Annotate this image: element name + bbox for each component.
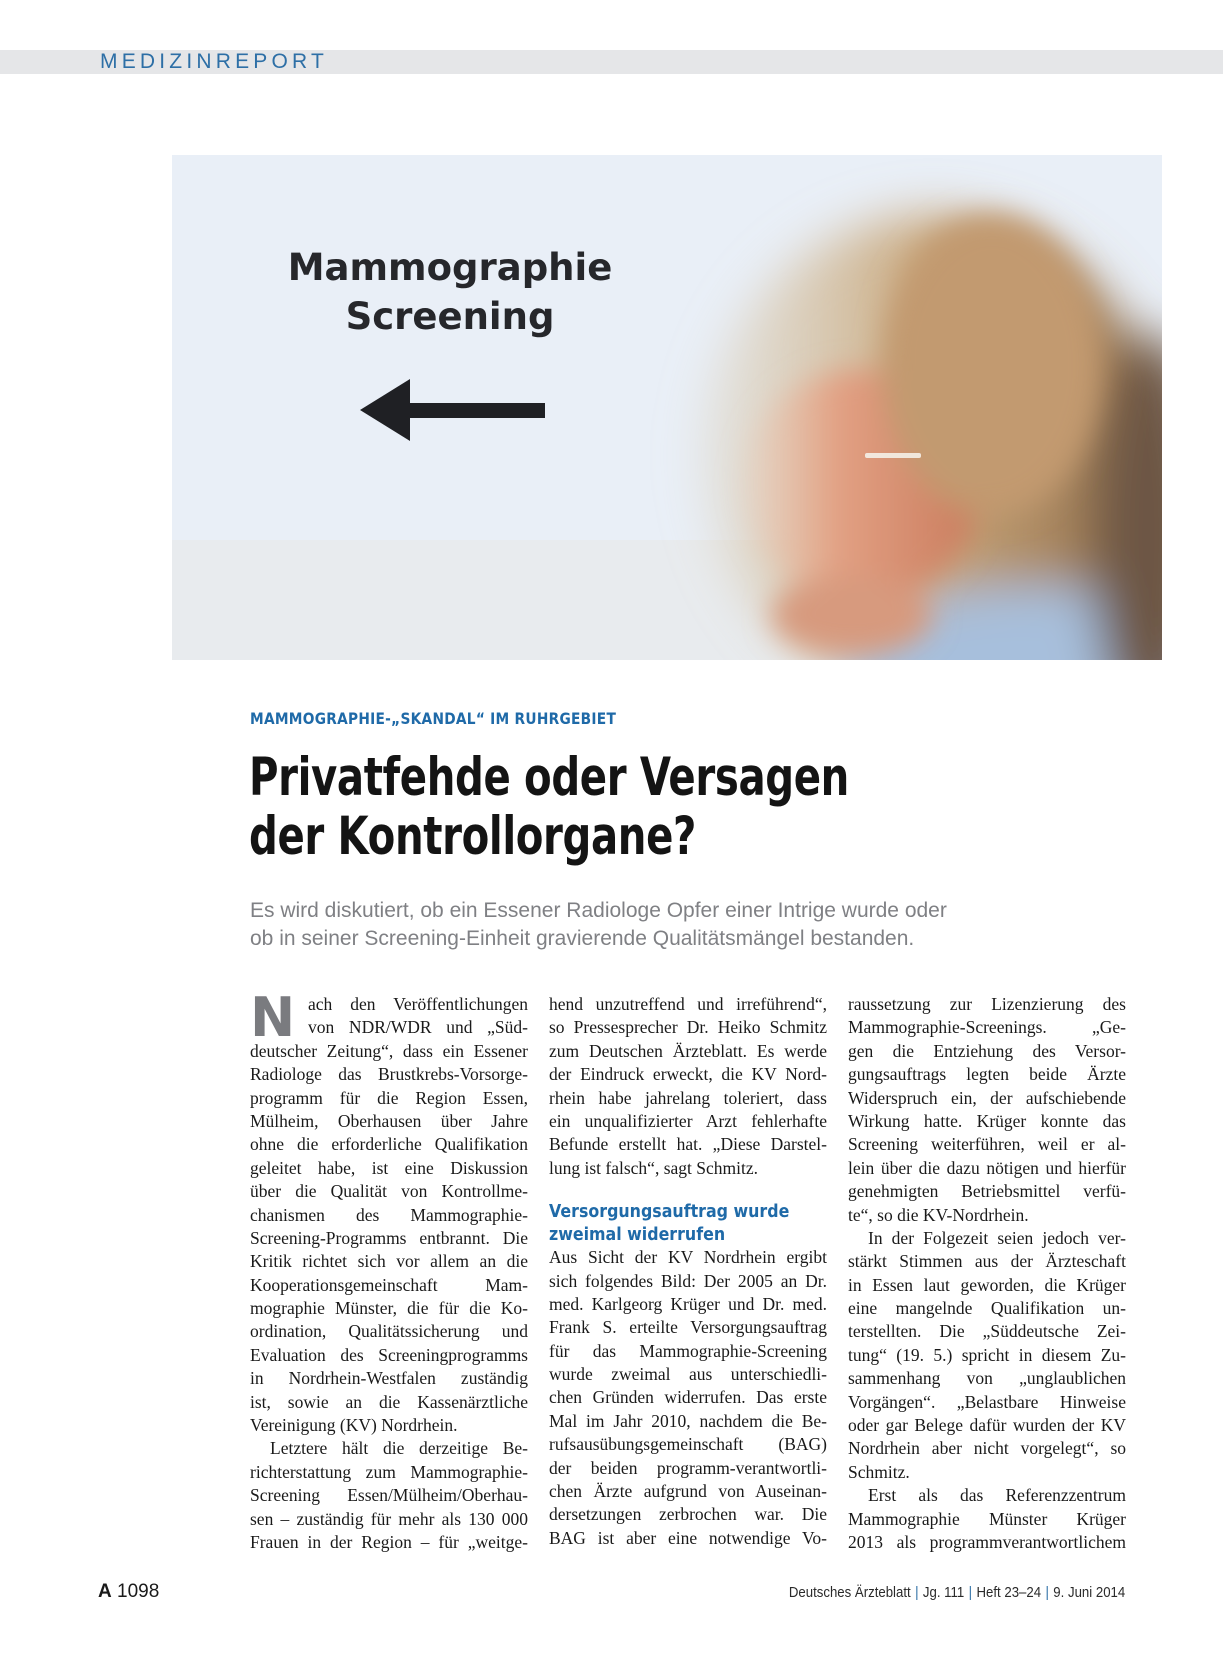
text-line: lein über die dazu nötigen und hierfür: [848, 1157, 1126, 1178]
text-line: Wirkung hatte. Krüger konnte das: [848, 1110, 1126, 1131]
text-line: oder gar Belege dafür wurden der KV: [848, 1415, 1126, 1436]
headline-line-2: der Kontrollorgane?: [249, 806, 696, 867]
subhead-line-2: zweimal widerrufen: [549, 1224, 726, 1246]
text-line: zum Deutschen Ärzteblatt. Es werde: [549, 1040, 827, 1061]
headline: [249, 748, 849, 866]
text-line: eine mangelnde Qualifikation un-: [848, 1298, 1126, 1319]
journal-volume: Jg. 111: [922, 1584, 965, 1601]
journal-footer: Deutsches Ärzteblatt | Jg. 111 | Heft 23–24 | 9. Juni 2014: [788, 1584, 1125, 1601]
text-line: der Eindruck erweckt, die KV Nord-: [549, 1064, 827, 1085]
page-number-value: 1098: [117, 1581, 160, 1602]
article-column-1: [250, 986, 528, 1554]
text-line: ist, sowie an die Kassenärztliche: [250, 1391, 528, 1412]
text-line: chen Gründen widerrufen. Das erste: [549, 1387, 827, 1408]
text-line: raussetzung zur Lizenzierung des: [848, 994, 1126, 1014]
text-line: te“, so die KV-Nordrhein.: [848, 1204, 1029, 1225]
text-line: med. Karlgeorg Krüger und Dr. med.: [549, 1293, 827, 1314]
text-line: genehmigten Betriebsmittel verfü-: [848, 1181, 1126, 1202]
text-line: programm für die Region Essen,: [250, 1087, 528, 1108]
text-line: Widerspruch ein, der aufschiebende: [848, 1087, 1126, 1108]
hero-photo: [172, 155, 1162, 660]
article-column-2: [549, 993, 827, 1550]
text-line: Letztere hält die derzeitige Be-: [270, 1438, 528, 1459]
text-line: Mülheim, Oberhausen über Jahre: [250, 1110, 528, 1131]
section-label: MEDIZINREPORT: [100, 50, 329, 73]
page-number: [98, 1581, 159, 1603]
text-line: chanismen des Mammographie-: [250, 1204, 528, 1225]
kicker: MAMMOGRAPHIE-„SKANDAL“ IM RUHRGEBIET: [250, 709, 617, 728]
text-line: für das Mammographie-Screening: [549, 1340, 827, 1361]
text-line: wurde zweimal aus unterschiedli-: [549, 1364, 827, 1385]
text-line: chen Ärzte aufgrund von Auseinan-: [549, 1481, 827, 1502]
text-line: in Nordrhein-Westfalen zuständig: [250, 1368, 528, 1389]
text-line: mographie Münster, die für die Ko-: [250, 1298, 528, 1319]
sign-line-1: Mammographie: [287, 246, 613, 289]
text-line: Frank S. erteilte Versorgungsauftrag: [549, 1317, 827, 1338]
text-line: sammenhang von „unglaublichen: [848, 1368, 1126, 1389]
drop-cap: N: [250, 986, 296, 1049]
text-line: Frauen in der Region – für „weitge-: [250, 1531, 528, 1552]
text-line: Mammographie Münster Krüger: [848, 1508, 1126, 1529]
text-line: 2013 als programmverantwortlichem: [848, 1531, 1126, 1552]
text-line: gen die Entziehung des Versor-: [848, 1040, 1126, 1061]
text-line: Nordrhein aber nicht vorgelegt“, so: [848, 1438, 1126, 1459]
lede-line-1: Es wird diskutiert, ob ein Essener Radiologe Opfer einer Intrige wurde oder: [250, 899, 947, 922]
text-line: Erst als das Referenzzentrum: [868, 1485, 1126, 1506]
text-line: Mammographie-Screenings. „Ge-: [848, 1017, 1126, 1038]
text-line: ordination, Qualitätssicherung und: [250, 1321, 528, 1342]
lede: [250, 897, 947, 953]
text-line: ein unqualifizierter Arzt fehlerhafte: [549, 1110, 827, 1131]
text-line: rhein habe jahrelang toleriert, dass: [549, 1087, 827, 1108]
text-line: dersetzungen zerbrochen war. Die: [549, 1504, 827, 1525]
subhead-line-1: Versorgungsauftrag wurde: [549, 1201, 790, 1223]
text-line: so Pressesprecher Dr. Heiko Schmitz: [549, 1017, 827, 1038]
text-line: Vereinigung (KV) Nordrhein.: [250, 1415, 458, 1436]
text-line: Vorgängen“. „Belastbare Hinweise: [848, 1391, 1126, 1412]
text-line: ohne die erforderliche Qualifikation: [250, 1134, 528, 1155]
lede-line-2: ob in seiner Screening-Einheit gravierende Qualitätsmängel bestanden.: [250, 927, 915, 950]
text-line: rufsausübungsgemeinschaft (BAG): [549, 1434, 827, 1455]
text-line: von NDR/WDR und „Süd-: [308, 1017, 528, 1038]
journal-name: Deutsches Ärzteblatt: [788, 1584, 911, 1601]
text-line: BAG ist aber eine notwendige Vo-: [549, 1527, 827, 1548]
hero-photo-graphic: [172, 155, 1162, 660]
journal-issue: Heft 23–24: [976, 1584, 1041, 1601]
text-line: Schmitz.: [848, 1461, 910, 1482]
sign-line-2: Screening: [345, 295, 555, 338]
text-line: Screening weiterführen, weil er al-: [848, 1134, 1126, 1155]
text-line: stärkt Stimmen aus der Ärzteschaft: [848, 1251, 1126, 1272]
article-column-3: [848, 993, 1126, 1554]
text-line: Screening-Programms entbrannt. Die: [250, 1227, 528, 1248]
text-line: sen – zuständig für mehr als 130 000: [250, 1508, 528, 1529]
text-line: geleitet habe, ist eine Diskussion: [250, 1157, 528, 1178]
page-prefix: A: [98, 1581, 112, 1602]
text-line: in Essen laut geworden, die Krüger: [848, 1274, 1126, 1295]
text-line: terstellten. Die „Süddeutsche Zei-: [848, 1321, 1126, 1342]
journal-date: 9. Juni 2014: [1053, 1584, 1125, 1601]
text-line: In der Folgezeit seien jedoch ver-: [868, 1227, 1126, 1248]
sign-text: [282, 243, 618, 341]
text-line: Radiologe das Brustkrebs-Vorsorge-: [250, 1064, 528, 1085]
text-line: sich folgendes Bild: Der 2005 an Dr.: [549, 1270, 827, 1291]
text-line: hend unzutreffend und irreführend“,: [549, 994, 827, 1014]
text-line: tung“ (19. 5.) spricht in diesem Zu-: [848, 1344, 1126, 1365]
text-line: Kritik richtet sich vor allem an die: [250, 1251, 528, 1272]
text-line: der beiden programm-verantwortli-: [549, 1457, 827, 1478]
text-line: Mal im Jahr 2010, nachdem die Be-: [549, 1410, 827, 1431]
text-line: über die Qualität von Kontrollme-: [250, 1181, 528, 1202]
text-line: ach den Veröffentlichungen: [308, 994, 528, 1014]
text-line: gungsauftrags legten beide Ärzte: [848, 1064, 1126, 1085]
text-line: Evaluation des Screeningprogramms: [250, 1344, 528, 1365]
text-line: Aus Sicht der KV Nordrhein ergibt: [549, 1247, 827, 1268]
text-line: Screening Essen/Mülheim/Oberhau-: [250, 1485, 528, 1506]
text-line: richterstattung zum Mammographie-: [250, 1461, 528, 1482]
headline-line-1: Privatfehde oder Versagen: [249, 747, 849, 808]
text-line: Kooperationsgemeinschaft Mam-: [250, 1274, 528, 1295]
text-line: Befunde erstellt hat. „Diese Darstel-: [549, 1134, 827, 1155]
text-line: lung ist falsch“, sagt Schmitz.: [549, 1157, 758, 1178]
text-line: deutscher Zeitung“, dass ein Essener: [250, 1040, 528, 1061]
